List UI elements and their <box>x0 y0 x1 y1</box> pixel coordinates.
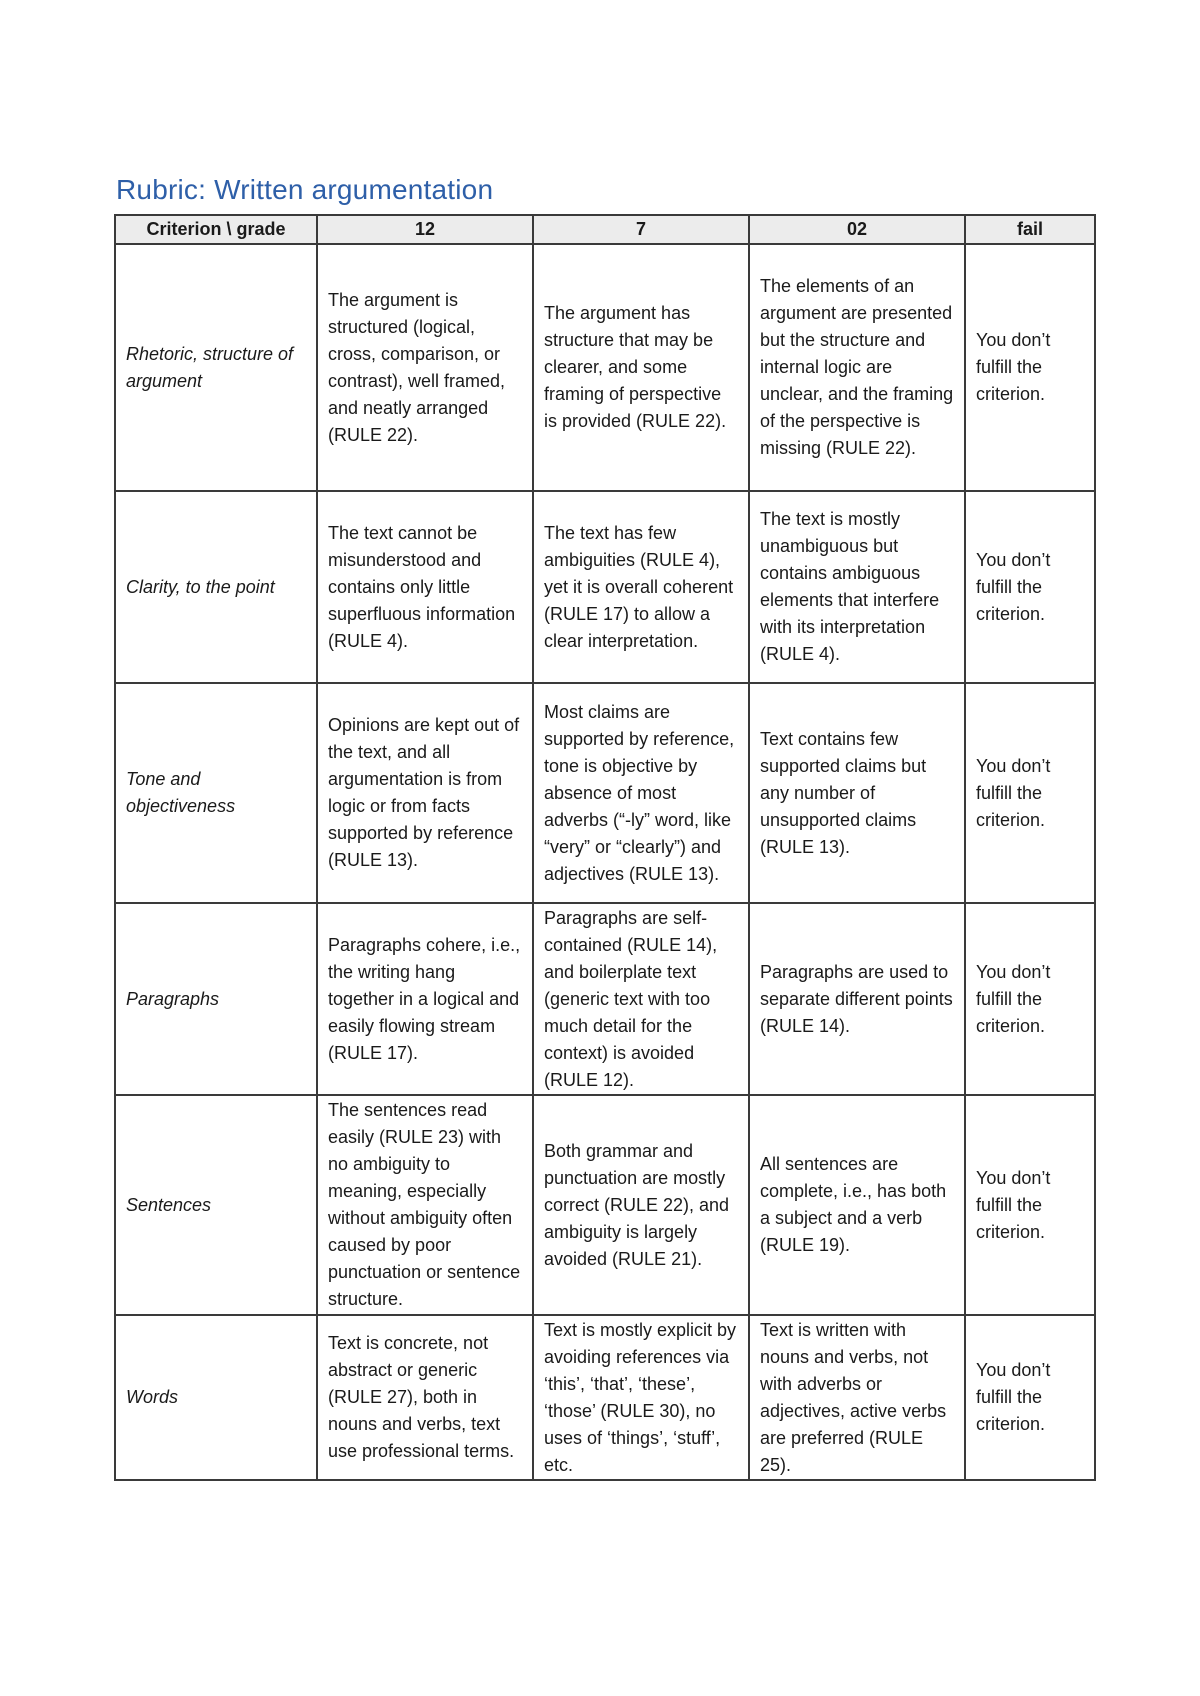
criterion-cell: Words <box>115 1315 317 1480</box>
header-fail: fail <box>965 215 1095 244</box>
header-criterion: Criterion \ grade <box>115 215 317 244</box>
grade-7-cell: Most claims are supported by reference, tone is objective by absence of most adverbs (“-ly” word, like “very” or “clearly”) and adjectives (RULE 13). <box>533 683 749 903</box>
rubric-table <box>114 214 1096 1481</box>
grade-02-cell: All sentences are complete, i.e., has both a subject and a verb (RULE 19). <box>749 1095 965 1315</box>
table-row <box>115 1315 1095 1480</box>
criterion-cell: Rhetoric, structure of argument <box>115 244 317 491</box>
header-grade-7: 7 <box>533 215 749 244</box>
fail-cell: You don’t fulfill the criterion. <box>965 903 1095 1095</box>
table-row <box>115 1095 1095 1315</box>
grade-7-cell: The argument has structure that may be clearer, and some framing of perspective is provided (RULE 22). <box>533 244 749 491</box>
grade-7-cell: The text has few ambiguities (RULE 4), yet it is overall coherent (RULE 17) to allow a clear interpretation. <box>533 491 749 683</box>
header-grade-02: 02 <box>749 215 965 244</box>
page-title: Rubric: Written argumentation <box>116 174 494 205</box>
criterion-cell: Sentences <box>115 1095 317 1315</box>
header-row <box>115 215 1095 244</box>
grade-7-cell: Both grammar and punctuation are mostly correct (RULE 22), and ambiguity is largely avoided (RULE 21). <box>533 1095 749 1315</box>
criterion-cell: Clarity, to the point <box>115 491 317 683</box>
criterion-cell: Paragraphs <box>115 903 317 1095</box>
table-row <box>115 683 1095 903</box>
grade-02-cell: Paragraphs are used to separate different points (RULE 14). <box>749 903 965 1095</box>
fail-cell: You don’t fulfill the criterion. <box>965 1315 1095 1480</box>
table-row <box>115 903 1095 1095</box>
grade-7-cell: Text is mostly explicit by avoiding references via ‘this’, ‘that’, ‘these’, ‘those’ (RULE 30), no uses of ‘things’, ‘stuff’, etc. <box>533 1315 749 1480</box>
grade-12-cell: Paragraphs cohere, i.e., the writing hang together in a logical and easily flowing stream (RULE 17). <box>317 903 533 1095</box>
fail-cell: You don’t fulfill the criterion. <box>965 491 1095 683</box>
fail-cell: You don’t fulfill the criterion. <box>965 1095 1095 1315</box>
fail-cell: You don’t fulfill the criterion. <box>965 683 1095 903</box>
grade-02-cell: The text is mostly unambiguous but contains ambiguous elements that interfere with its interpretation (RULE 4). <box>749 491 965 683</box>
grade-7-cell: Paragraphs are self-contained (RULE 14), and boilerplate text (generic text with too much detail for the context) is avoided (RULE 12). <box>533 903 749 1095</box>
grade-12-cell: The sentences read easily (RULE 23) with no ambiguity to meaning, especially without ambiguity often caused by poor punctuation or sentence structure. <box>317 1095 533 1315</box>
table-row <box>115 244 1095 491</box>
grade-02-cell: Text is written with nouns and verbs, not with adverbs or adjectives, active verbs are preferred (RULE 25). <box>749 1315 965 1480</box>
header-grade-12: 12 <box>317 215 533 244</box>
criterion-cell: Tone and objectiveness <box>115 683 317 903</box>
grade-12-cell: Opinions are kept out of the text, and all argumentation is from logic or from facts supported by reference (RULE 13). <box>317 683 533 903</box>
grade-12-cell: The text cannot be misunderstood and contains only little superfluous information (RULE 4). <box>317 491 533 683</box>
grade-02-cell: Text contains few supported claims but any number of unsupported claims (RULE 13). <box>749 683 965 903</box>
grade-12-cell: The argument is structured (logical, cross, comparison, or contrast), well framed, and neatly arranged (RULE 22). <box>317 244 533 491</box>
grade-12-cell: Text is concrete, not abstract or generic (RULE 27), both in nouns and verbs, text use professional terms. <box>317 1315 533 1480</box>
table-row <box>115 491 1095 683</box>
grade-02-cell: The elements of an argument are presented but the structure and internal logic are unclear, and the framing of the perspective is missing (RULE 22). <box>749 244 965 491</box>
fail-cell: You don’t fulfill the criterion. <box>965 244 1095 491</box>
